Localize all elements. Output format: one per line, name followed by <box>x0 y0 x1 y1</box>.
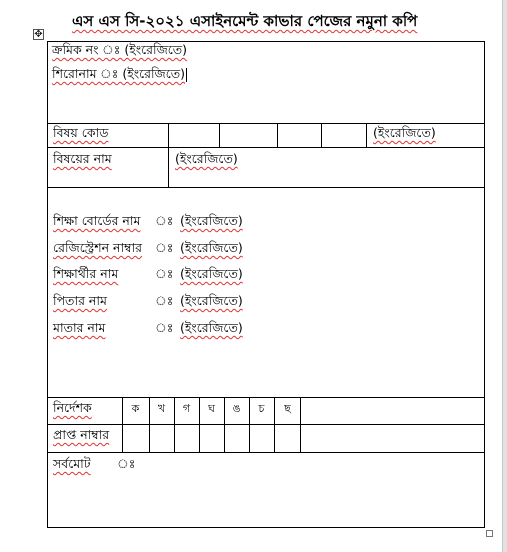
student-name-label: শিক্ষার্থীর নাম <box>53 266 119 281</box>
father-name-label: পিতার নাম <box>53 293 107 308</box>
criteria-letter-ka: ক <box>131 402 140 415</box>
divider-student-section <box>47 187 485 188</box>
total-sep: ঃ <box>117 456 136 471</box>
subject-col-divider <box>168 123 169 187</box>
divider-criteria <box>47 397 485 398</box>
mother-name-sep: ঃ <box>155 320 174 335</box>
father-name-sep: ঃ <box>155 293 174 308</box>
grade-col-divider-7 <box>300 397 301 452</box>
board-name-label: শিক্ষা বোর্ডের নাম <box>53 213 141 228</box>
registration-hint[interactable]: (ইংরেজিতে) <box>180 240 243 255</box>
code-cell-divider-4 <box>366 123 367 147</box>
code-cell-divider-1 <box>219 123 220 147</box>
cover-page-table <box>47 41 485 528</box>
code-cell-divider-3 <box>321 123 322 147</box>
criteria-letter-chha: ছ <box>284 402 291 415</box>
criteria-label: নির্দেশক <box>53 400 92 415</box>
criteria-letter-ga: গ <box>182 402 191 415</box>
table-move-handle-icon[interactable]: ✥ <box>34 29 43 40</box>
code-cell-divider-2 <box>277 123 278 147</box>
marks-label: প্রাপ্ত নাম্বার <box>53 427 110 442</box>
father-name-hint[interactable]: (ইংরেজিতে) <box>180 293 243 308</box>
divider-subject-name <box>47 147 485 148</box>
registration-label: রেজিস্ট্রেশন নাম্বার <box>53 240 142 255</box>
student-name-sep: ঃ <box>155 266 174 281</box>
title-field[interactable]: শিরোনাম ঃ (ইংরেজিতে) <box>52 66 186 81</box>
mother-name-hint[interactable]: (ইংরেজিতে) <box>180 320 243 335</box>
subject-code-label: বিষয় কোড <box>53 125 109 140</box>
total-label: সর্বমোট <box>53 456 91 471</box>
board-name-sep: ঃ <box>155 213 174 228</box>
criteria-letter-cha: চ <box>258 402 265 415</box>
subject-name-hint[interactable]: (ইংরেজিতে) <box>175 151 238 166</box>
divider-subject-code <box>47 123 485 124</box>
table-resize-handle-icon[interactable] <box>486 530 493 537</box>
mother-name-label: মাতার নাম <box>53 320 106 335</box>
student-name-hint[interactable]: (ইংরেজিতে) <box>180 266 243 281</box>
text-cursor <box>186 68 187 82</box>
serial-no-field[interactable]: ক্রমিক নং ঃ (ইংরেজিতে) <box>52 42 188 57</box>
subject-code-hint[interactable]: (ইংরেজিতে) <box>373 125 436 140</box>
criteria-letter-gha: ঘ <box>208 402 215 415</box>
page-edge <box>502 0 507 552</box>
subject-name-label: বিষয়ের নাম <box>53 151 112 166</box>
board-name-hint[interactable]: (ইংরেজিতে) <box>180 213 243 228</box>
divider-total <box>47 452 485 453</box>
divider-marks <box>47 424 485 425</box>
criteria-letter-uma: ঙ <box>232 402 241 415</box>
page-title: এস এস সি-২০২১ এসাইনমেন্ট কাভার পেজের নমুনা কপি <box>72 12 418 30</box>
registration-sep: ঃ <box>155 240 174 255</box>
criteria-letter-kha: খ <box>157 402 166 415</box>
